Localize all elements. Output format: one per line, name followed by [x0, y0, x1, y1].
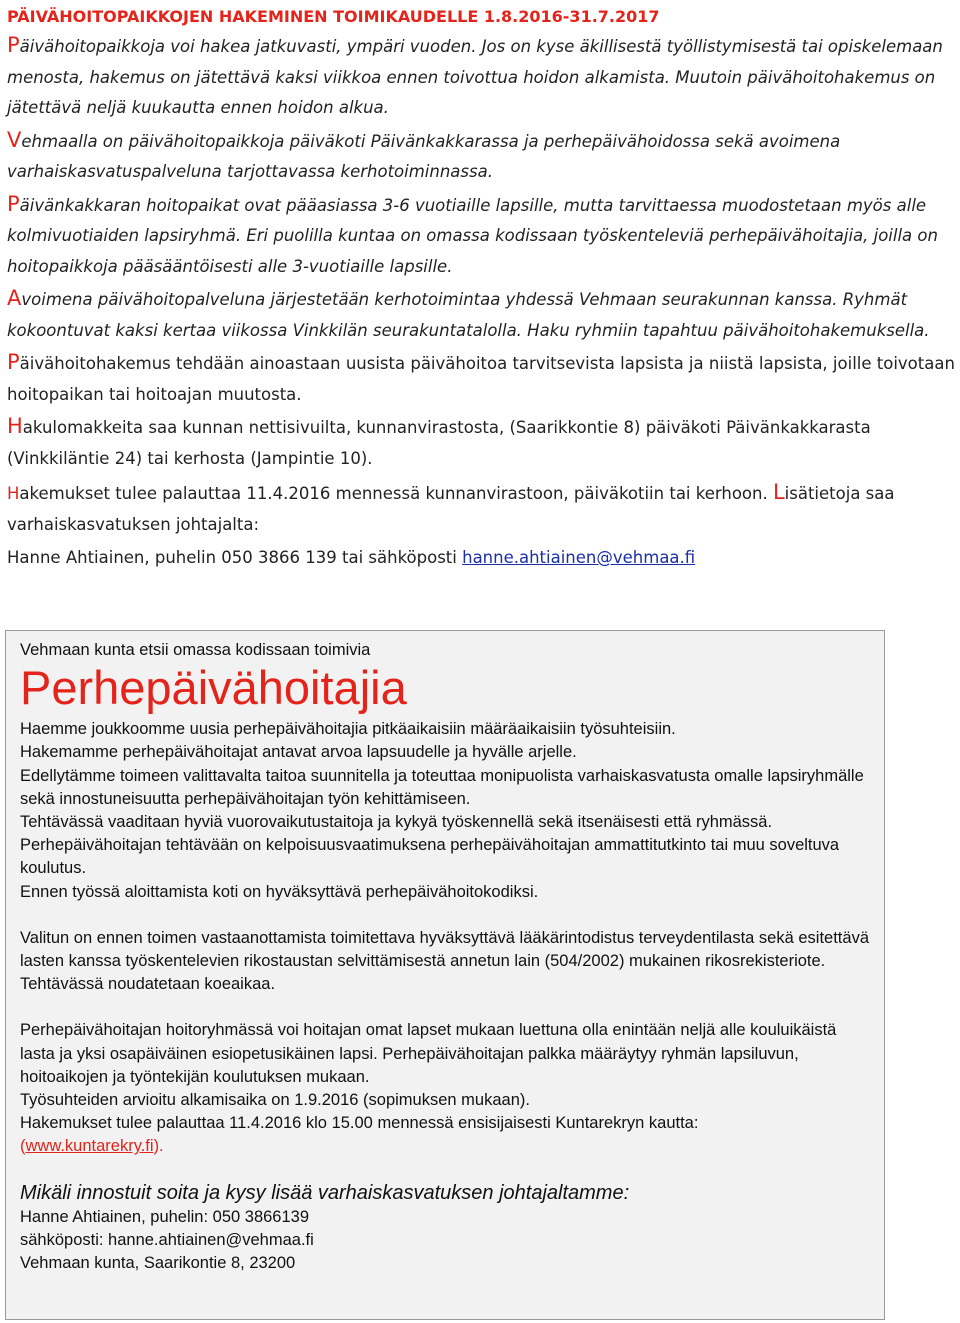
- paragraph-vehmaa-services: [7, 125, 955, 188]
- paragraph-new-applications: [7, 347, 955, 410]
- ad-headline: Perhepäivähoitajia: [20, 661, 407, 715]
- email-link[interactable]: hanne.ahtiainen@vehmaa.fi: [462, 548, 696, 567]
- ad-line: Tehtävässä vaaditaan hyviä vuorovaikutustaitoja ja kykyä työskennellä sekä itsenäisesti että ryhmässä. Perhepäivähoitajan tehtävään on kelpoisuusvaatimuksena perhepäivähoitajan ammattitutkinto tai muu soveltuva koulutus.: [20, 813, 840, 878]
- paragraph-application-timing: [7, 30, 955, 124]
- notice-title: PÄIVÄHOITOPAIKKOJEN HAKEMINEN TOIMIKAUDELLE 1.8.2016-31.7.2017: [7, 7, 660, 26]
- kuntarekry-link[interactable]: www.kuntarekry.fi: [25, 1137, 154, 1156]
- paragraph-forms: [7, 411, 955, 474]
- drop-initial: P: [7, 191, 20, 216]
- drop-initial: L: [772, 480, 785, 504]
- paragraph-text: isätietoja saa varhaiskasvatuksen johtajalta:: [7, 484, 895, 534]
- contact-line: [7, 543, 955, 574]
- paren: ).: [153, 1137, 164, 1156]
- ad-health-requirements: Valitun on ennen toimen vastaanottamista toimitettava hyväksyttävä lääkärintodistus terveydentilasta sekä esitettävä lasten kanssa työskentelevien rikostaustan selvittämisestä annetun lain (504/2002) mukainen rikosrekisteriote. Tehtävässä noudatetaan koeaikaa.: [20, 928, 869, 994]
- drop-initial: A: [7, 286, 22, 310]
- ad-line: Haemme joukkoomme uusia perhepäivähoitajia pitkäaikaisiin määräaikaisiin työsuhteisiin.: [20, 720, 676, 739]
- paragraph-club-activity: [7, 283, 955, 346]
- paragraph-deadline: [7, 477, 955, 540]
- ad-line: Hakemamme perhepäivähoitajat antavat arvoa lapsuudelle ja hyvälle arjelle.: [20, 743, 577, 762]
- paragraph-text: voimena päivähoitopalveluna järjestetään kerhotoimintaa yhdessä Vehmaan seurakunnan kanssa. Ryhmät kokoontuvat kaksi kertaa viikossa Vinkkilän seurakuntatalolla. Haku ryhmiin tapahtuu päivähoitohakemuksella.: [7, 290, 930, 340]
- ad-group-size: Perhepäivähoitajan hoitoryhmässä voi hoitajan omat lapset mukaan luettuna olla enintään neljä alle kouluikäistä lasta ja yksi osapäiväinen esiopetusikäinen lapsi. Perhepäivähoitajan palkka määräytyy ryhmän lapsiluvun, hoitoaikojen ja työntekijän koulutuksen mukaan.: [20, 1021, 837, 1086]
- notice-section: [7, 4, 955, 574]
- job-ad-box: [5, 630, 885, 1320]
- ad-intro: Vehmaan kunta etsii omassa kodissaan toimivia: [20, 641, 371, 659]
- drop-initial: P: [7, 350, 20, 374]
- ad-start-date: Työsuhteiden arvioitu alkamisaika on 1.9.2016 (sopimuksen mukaan).: [20, 1091, 530, 1110]
- ad-deadline: Hakemukset tulee palauttaa 11.4.2016 klo 15.00 mennessä ensisijaisesti Kuntarekryn kautta:: [20, 1114, 699, 1133]
- ad-link-line: [20, 1135, 874, 1158]
- ad-contact-email: sähköposti: hanne.ahtiainen@vehmaa.fi: [20, 1230, 314, 1249]
- paragraph-text: äivähoitohakemus tehdään ainoastaan uusista päivähoitoa tarvitsevista lapsista ja niistä lapsista, joille toivotaan hoitopaikan tai hoitoajan muutosta.: [7, 354, 955, 404]
- paragraph-daycare-places: [7, 189, 955, 283]
- paragraph-text: äivänkakkaran hoitopaikat ovat pääasiassa 3-6 vuotiaille lapsille, mutta tarvittaessa muodostetaan myös alle kolmivuotiaiden lapsiryhmä. Eri puolilla kuntaa on omassa kodissaan työskenteleviä perhepäivähoitajia, joilla on hoitopaikkoja pääsääntöisesti alle 3-vuotiaille lapsille.: [7, 195, 938, 276]
- drop-initial: V: [7, 127, 22, 152]
- paragraph-text: ehmaalla on päivähoitopaikkoja päiväkoti Päivänkakkarassa ja perhepäivähoidossa sekä avoimena varhaiskasvatuspalveluna tarjottavassa kerhotoiminnassa.: [7, 131, 841, 181]
- ad-call-to-action: Mikäli innostuit soita ja kysy lisää varhaiskasvatuksen johtajaltamme:: [20, 1181, 630, 1204]
- paragraph-text: äivähoitopaikkoja voi hakea jatkuvasti, ympäri vuoden. Jos on kyse äkillisestä työllistymisestä tai opiskelemaan menosta, hakemus on jätettävä kaksi viikkoa ennen toivottua hoidon alkamista. Muutoin päivähoitohakemus on jätettävä neljä kuukautta ennen hoidon alkua.: [7, 37, 943, 117]
- paragraph-text: akemukset tulee palauttaa 11.4.2016 mennessä kunnanvirastoon, päiväkotiin tai kerhoon.: [19, 484, 773, 503]
- ad-line: Ennen työssä aloittamista koti on hyväksyttävä perhepäivähoitokodiksi.: [20, 882, 539, 901]
- ad-contact-name: Hanne Ahtiainen, puhelin: 050 3866139: [20, 1207, 309, 1226]
- drop-initial: H: [7, 414, 23, 438]
- paragraph-text: akulomakkeita saa kunnan nettisivuilta, kunnanvirastosta, (Saarikkontie 8) päiväkoti Päivänkakkarasta (Vinkkiläntie 24) tai kerhosta (Jampintie 10).: [7, 418, 871, 468]
- ad-contact-address: Vehmaan kunta, Saarikontie 8, 23200: [20, 1254, 296, 1273]
- drop-initial: H: [7, 484, 20, 503]
- drop-initial: P: [7, 33, 20, 57]
- contact-text: Hanne Ahtiainen, puhelin 050 3866 139 tai sähköposti: [7, 548, 463, 567]
- paren: (: [20, 1137, 26, 1156]
- ad-line: Edellytämme toimeen valittavalta taitoa suunnitella ja toteuttaa monipuolista varhaiskasvatusta omalle lapsiryhmälle sekä innostuneisuutta perhepäivähoitajan työn kehittämiseen.: [20, 766, 864, 808]
